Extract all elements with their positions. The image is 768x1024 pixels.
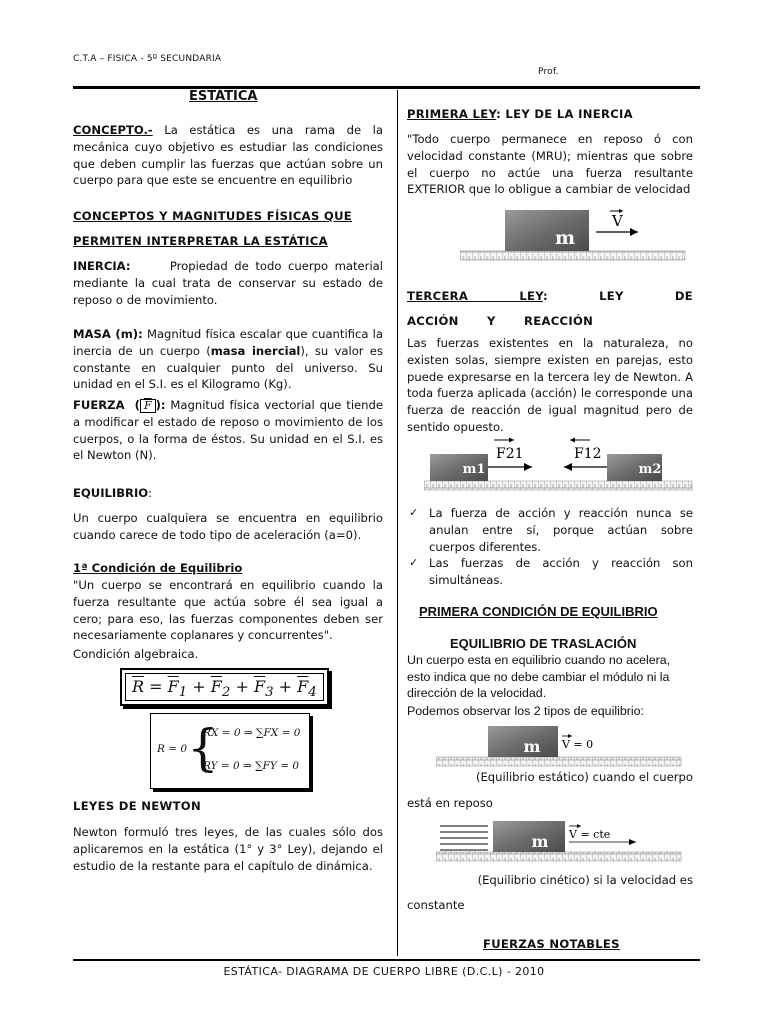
fuerza-text: Magnitud física vectorial que tiende a modificar el estado de reposo o movimiento de los cuerpos, o la forma de éstos. Su unidad en el S.I. es el Newton (N). — [73, 398, 384, 463]
fuerzas-notables-title: FUERZAS NOTABLES — [483, 937, 620, 951]
accion-reaccion-list — [407, 505, 693, 589]
primera-ley-paragraph: "Todo cuerpo permanece en reposo ó con velocidad constante (MRU); mientras que sobre el cuerpo no actúe una fuerza resultante EXTERIOR que lo obligue a cambiar de velocidad — [407, 132, 693, 197]
list-item: ✓ Las fuerzas de acción y reacción son simultáneas. — [407, 555, 693, 589]
primera-condicion-title: PRIMERA CONDICIÓN DE EQUILIBRIO — [419, 604, 658, 619]
heading-conceptos-line1: CONCEPTOS Y MAGNITUDES FÍSICAS QUE — [73, 209, 353, 223]
figure-equilibrio-estatico — [436, 724, 686, 772]
figure-accion-reaccion — [424, 436, 696, 496]
equation-brace: { — [187, 719, 219, 777]
masa-label: MASA (m): — [73, 327, 143, 341]
velocity-label-4: V = cte — [569, 828, 611, 841]
equilibrio-paragraph: Un cuerpo cualquiera se encuentra en equilibrio cuando carece de todo tipo de aceleración (a=0). — [73, 511, 383, 542]
equation-box-resultant — [120, 668, 329, 706]
masa-text1: Magnitud física escalar que cuantifica la inercia de un cuerpo ( — [73, 327, 383, 358]
fuerza-paragraph: FUERZA ( $\overline{F}$ ): Magnitud física vectorial que tiende a modificar el estado de reposo o movimiento de los cuerpos, o la forma de éstos. Su unidad en el S.I. es el Newton (N). — [73, 398, 384, 463]
tercera-ley-paragraph: Las fuerzas existentes en la naturaleza, no existen solas, siempre existen en parejas, esto puede expresarse en la tercera ley de Newton. A toda fuerza aplicada (acción) le corresponde una fuerza de reacción de igual magnitud pero de sentido opuesto. — [407, 336, 693, 434]
masa-paragraph — [73, 326, 383, 393]
equation-resultant: $\overline{R} = \overline{F}_1 + \overline{F}_2 + \overline{F}_3 + \overline{F}_4$ — [125, 673, 324, 701]
top-rule — [73, 86, 700, 89]
force-label-f12: F12 — [574, 446, 602, 462]
masa-text2: ), su valor es constante en cualquier punto del universo. Su unidad en el S.I. es el Kilogramo (Kg). — [73, 343, 383, 392]
estatico-text-2: está en reposo — [407, 796, 493, 810]
prof-label: Prof. — [538, 67, 559, 77]
block-1 — [505, 210, 589, 251]
cinetico-text: (Equilibrio cinético) si la velocidad es — [477, 873, 693, 887]
primera-ley-label: PRIMERA LEY — [407, 107, 497, 121]
tipos-text: Podemos observar los 2 tipos de equilibrio: — [407, 704, 644, 718]
equilibrio-heading: EQUILIBRIO: — [73, 486, 153, 500]
equation-ry: RY = 0 ⇒ ∑FY = 0 — [203, 760, 300, 772]
equation-r0: R = 0 — [157, 743, 188, 755]
heading-conceptos-line2: PERMITEN INTERPRETAR LA ESTÁTICA — [73, 233, 328, 248]
course-header: C.T.A – FISICA - 5º SECUNDARIA — [73, 54, 222, 64]
inercia-label: INERCIA: — [73, 259, 131, 273]
condicion1-paragraph: "Un cuerpo se encontrará en equilibrio cuando la fuerza resultante que actúa sobre él sea igual a cero; para eso, las fuerzas componentes deben ser necesariamente coplanares y concurrentes". — [73, 578, 383, 643]
block-1-label: m — [554, 227, 576, 249]
heading-conceptos — [73, 208, 383, 250]
concepto-paragraph — [73, 122, 383, 189]
condicion1-title: 1ª Condición de Equilibrio — [73, 561, 243, 575]
equilibrio-label: EQUILIBRIO — [73, 486, 149, 500]
block-4-label: m — [531, 832, 549, 851]
estatico-text: (Equilibrio estático) cuando el cuerpo — [475, 770, 693, 784]
tercera-ley-rest: : LEY DE ACCIÓN Y REACCIÓN — [407, 289, 693, 328]
cinetico-text-2: constante — [407, 898, 465, 912]
velocity-label-1: V — [612, 212, 623, 230]
masa-bold: masa inercial — [210, 343, 301, 358]
ground-2 — [424, 481, 692, 490]
concepto-label: CONCEPTO.- — [73, 123, 153, 137]
ground-3 — [436, 757, 681, 766]
velocity-label-3: V = 0 — [562, 738, 594, 751]
traslacion-paragraph: Un cuerpo esta en equilibrio cuando no acelera, esto indica que no debe cambiar el módulo ni la dirección de la velocidad. — [407, 653, 671, 700]
speed-lines — [440, 826, 488, 850]
tercera-ley-heading — [407, 284, 693, 334]
block-m2-label: m2 — [638, 462, 662, 477]
fuerza-symbol: $\overline{F}$ — [143, 399, 152, 412]
ground-4 — [436, 852, 681, 861]
figure-inercia — [460, 208, 690, 266]
traslacion-title: EQUILIBRIO DE TRASLACIÓN — [450, 636, 637, 651]
column-divider — [397, 90, 398, 956]
fuerza-vector-box — [140, 399, 156, 413]
figure-equilibrio-cinetico — [436, 818, 686, 868]
bottom-rule — [73, 959, 700, 961]
equation-rx: RX = 0 ⇒ ∑FX = 0 — [203, 727, 301, 739]
block-4 — [493, 821, 565, 852]
list-item: ✓ La fuerza de acción y reacción nunca se anulan entre sí, porque actúan sobre cuerpos diferentes. — [407, 505, 693, 555]
leyes-title: LEYES DE NEWTON — [73, 799, 201, 813]
primera-ley-rest: : LEY DE LA INERCIA — [496, 107, 633, 121]
page-title: ESTÁTICA — [189, 89, 258, 104]
block-m1-label: m1 — [462, 462, 486, 477]
ground-1 — [460, 251, 685, 260]
page-footer: ESTÁTICA- DIAGRAMA DE CUERPO LIBRE (D.C.L) - 2010 — [223, 965, 545, 978]
primera-ley-heading — [407, 106, 693, 123]
inercia-text: Propiedad de todo cuerpo material mediante la cual trata de conservar su estado de reposo o de movimiento. — [73, 259, 383, 307]
force-label-f21: F21 — [496, 446, 524, 462]
fuerza-label: FUERZA — [73, 398, 125, 412]
leyes-paragraph: Newton formuló tres leyes, de las cuales sólo dos aplicaremos en la estática (1° y 3° Ley), dejando el estudio de la restante para el capítulo de dinámica. — [73, 825, 383, 873]
block-3-label: m — [523, 737, 541, 756]
concepto-text: La estática es una rama de la mecánica cuyo objetivo es estudiar las condiciones que deben cumplir las fuerzas que actúan sobre un cuerpo para que este se encuentre en equilibrio — [73, 123, 383, 188]
equation-box-components — [150, 713, 310, 789]
condicion-algebraica: Condición algebraica. — [73, 647, 199, 661]
tercera-ley-label: TERCERA LEY — [407, 289, 543, 303]
inercia-paragraph — [73, 258, 383, 308]
